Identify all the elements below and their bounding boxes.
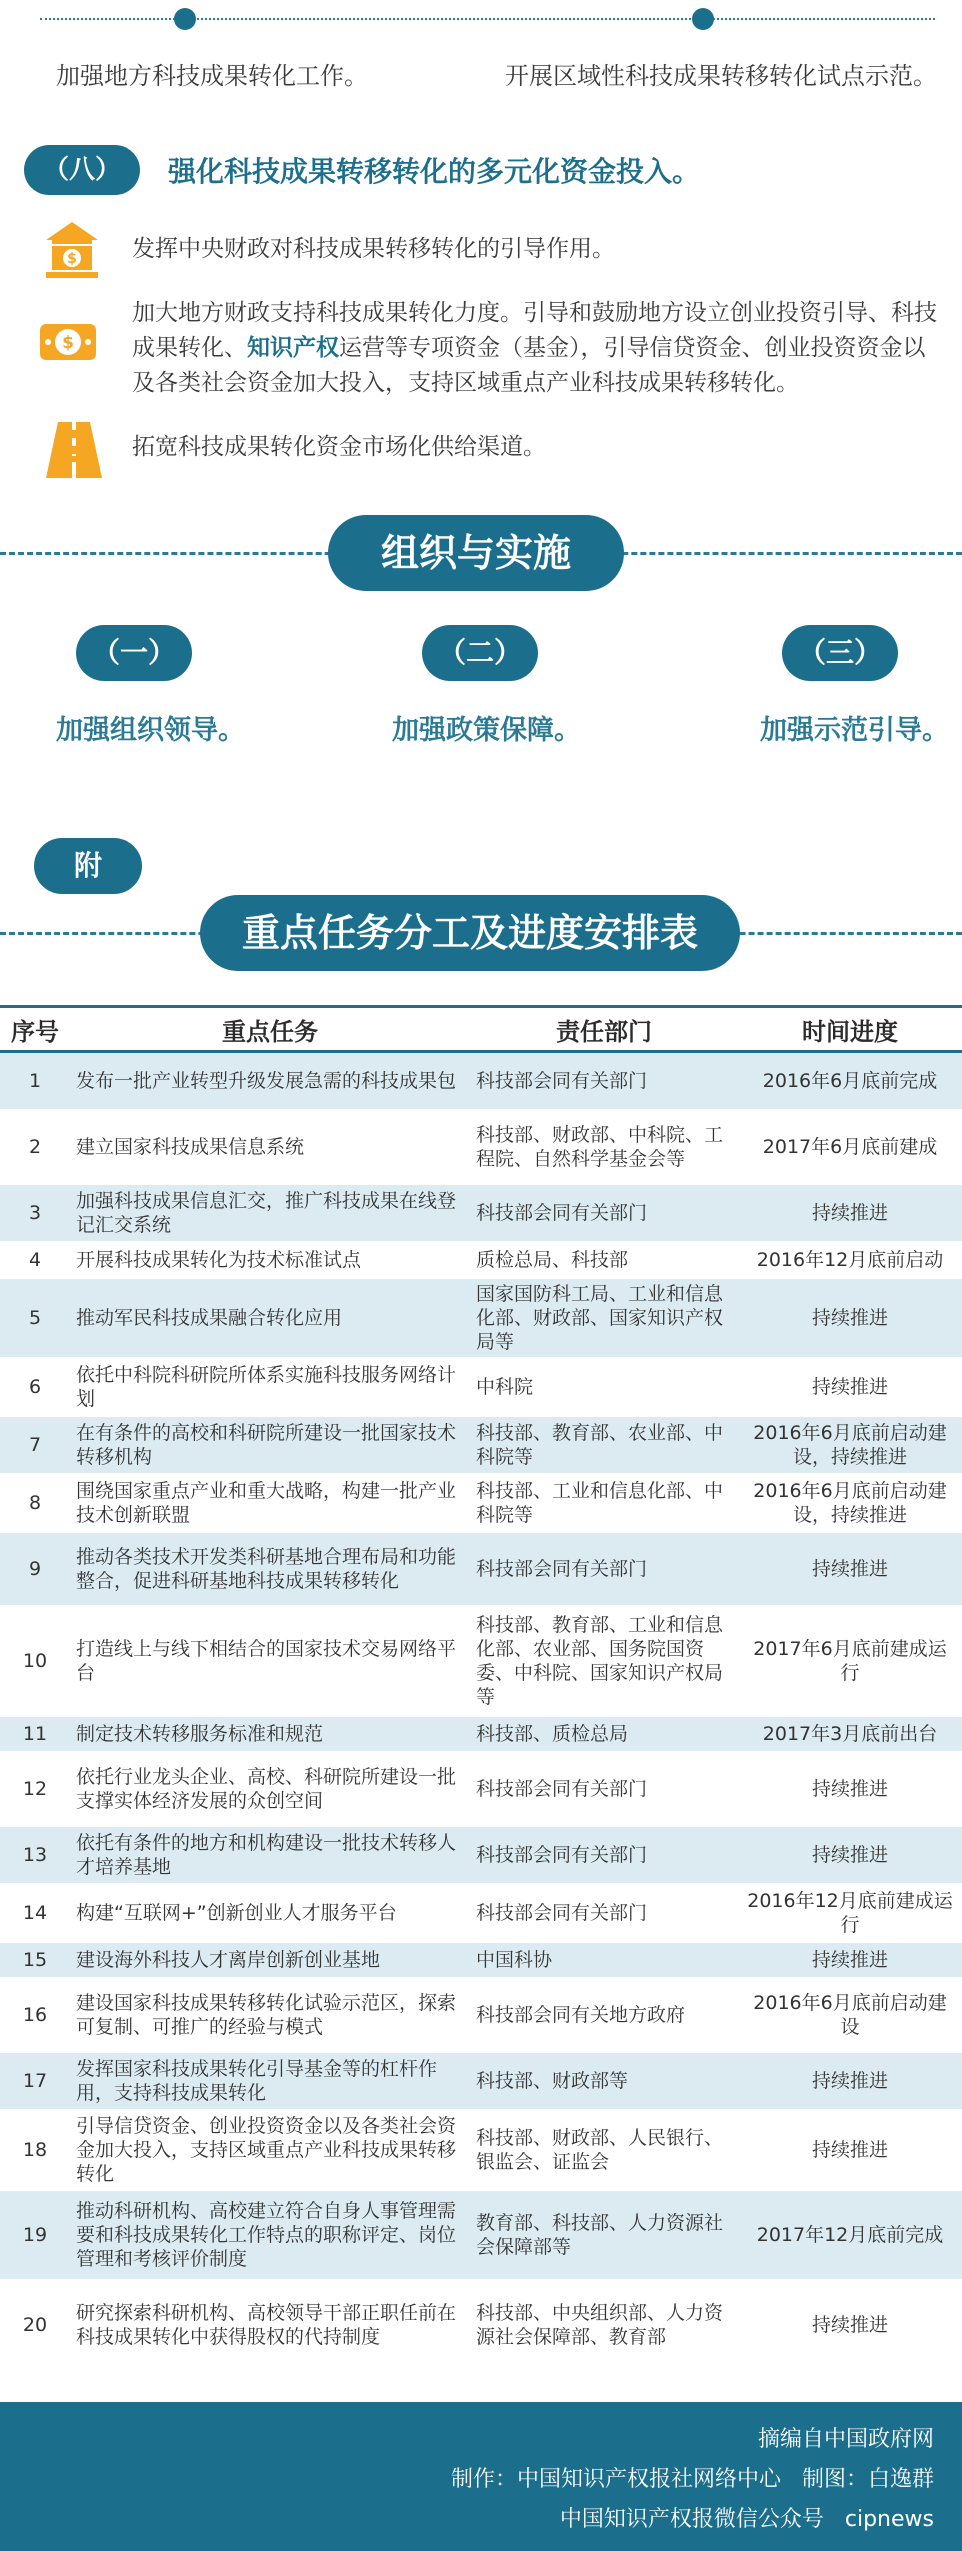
row-task: 推动各类技术开发类科研基地合理布局和功能整合，促进科研基地科技成果转移转化 [70,1532,470,1606]
row-task: 发挥国家科技成果转化引导基金等的杠杆作用，支持科技成果转化 [70,2052,470,2110]
row-number: 15 [0,1942,70,1978]
row-number: 11 [0,1716,70,1752]
row-time: 2017年6月底前建成 [738,1110,962,1184]
row-dept: 科技部会同有关部门 [470,1752,738,1826]
highlight-text: 知识产权 [247,335,339,361]
table-row [0,1242,962,1278]
svg-text:$: $ [67,251,77,267]
footer-credits: 制作：中国知识产权报社网络中心 制图：白逸群 [451,2467,934,2492]
row-number: 2 [0,1110,70,1184]
table-row [0,1532,962,1606]
item-text: 拓宽科技成果转化资金市场化供给渠道。 [132,434,546,460]
row-number: 18 [0,2110,70,2190]
row-number: 1 [0,1052,70,1110]
row-dept: 科技部会同有关部门 [470,1826,738,1884]
row-number: 14 [0,1884,70,1942]
row-dept: 科技部、教育部、工业和信息化部、农业部、国务院国资委、中科院、国家知识产权局等 [470,1606,738,1716]
row-number: 10 [0,1606,70,1716]
row-number: 5 [0,1278,70,1358]
table-row [0,1110,962,1184]
table-row [0,1942,962,1978]
header-time: 时间进度 [738,1007,962,1052]
item-text: 发挥中央财政对科技成果转移转化的引导作用。 [132,236,615,262]
table-row [0,1416,962,1474]
row-time: 持续推进 [738,2280,962,2370]
row-task: 推动军民科技成果融合转化应用 [70,1278,470,1358]
row-task: 推动科研机构、高校建立符合自身人事管理需要和科技成果转化工作特点的职称评定、岗位管理和考核评价制度 [70,2190,470,2280]
svg-text:$: $ [62,333,74,353]
row-dept: 科技部、工业和信息化部、中科院等 [470,1474,738,1532]
table-row [0,2190,962,2280]
row-time: 持续推进 [738,1826,962,1884]
header-dept: 责任部门 [470,1007,738,1052]
row-dept: 科技部会同有关部门 [470,1532,738,1606]
timeline-dot [692,8,714,30]
row-time: 2016年12月底前建成运行 [738,1884,962,1942]
org-item-text: 加强示范引导。 [760,715,949,746]
table-row [0,1826,962,1884]
row-task: 发布一批产业转型升级发展急需的科技成果包 [70,1052,470,1110]
table-row [0,1716,962,1752]
row-time: 2017年6月底前建成运行 [738,1606,962,1716]
row-number: 3 [0,1184,70,1242]
row-time: 持续推进 [738,1184,962,1242]
row-task: 依托有条件的地方和机构建设一批技术转移人才培养基地 [70,1826,470,1884]
bank-icon [40,218,104,282]
row-number: 12 [0,1752,70,1826]
footer-wechat: 中国知识产权报微信公众号 cipnews [559,2507,934,2532]
row-task: 建设国家科技成果转移转化试验示范区，探索可复制、可推广的经验与模式 [70,1978,470,2052]
row-dept: 科技部会同有关部门 [470,1052,738,1110]
row-task: 建设海外科技人才离岸创新创业基地 [70,1942,470,1978]
row-time: 持续推进 [738,2110,962,2190]
org-number-badge: （一） [76,625,192,681]
row-time: 2016年12月底前启动 [738,1242,962,1278]
row-dept: 科技部、财政部、中科院、工程院、自然科学基金会等 [470,1110,738,1184]
row-task: 围绕国家重点产业和重大战略，构建一批产业技术创新联盟 [70,1474,470,1532]
org-number-badge: （二） [422,625,538,681]
table-row [0,1052,962,1110]
table-row [0,2280,962,2370]
row-number: 16 [0,1978,70,2052]
row-number: 7 [0,1416,70,1474]
table-row [0,1184,962,1242]
row-dept: 科技部会同有关部门 [470,1884,738,1942]
row-number: 13 [0,1826,70,1884]
row-dept: 科技部、教育部、农业部、中科院等 [470,1416,738,1474]
row-time: 持续推进 [738,1752,962,1826]
money-icon [36,310,100,374]
top-left-text: 加强地方科技成果转化工作。 [56,62,368,90]
table-row [0,1606,962,1716]
section-number-badge: （八） [24,145,140,195]
row-dept: 科技部会同有关地方政府 [470,1978,738,2052]
row-time: 2016年6月底前完成 [738,1052,962,1110]
row-number: 20 [0,2280,70,2370]
row-task: 引导信贷资金、创业投资资金以及各类社会资金加大投入，支持区域重点产业科技成果转移转化 [70,2110,470,2190]
row-number: 19 [0,2190,70,2280]
row-time: 2016年6月底前启动建设 [738,1978,962,2052]
header-no: 序号 [0,1007,70,1052]
row-dept: 中国科协 [470,1942,738,1978]
row-task: 构建“互联网+”创新创业人才服务平台 [70,1884,470,1942]
row-number: 6 [0,1358,70,1416]
table-header-row [0,1007,962,1052]
row-task: 制定技术转移服务标准和规范 [70,1716,470,1752]
row-task: 依托中科院科研院所体系实施科技服务网络计划 [70,1358,470,1416]
table-row [0,1978,962,2052]
row-time: 持续推进 [738,1278,962,1358]
row-time: 持续推进 [738,1358,962,1416]
row-time: 持续推进 [738,2052,962,2110]
row-task: 在有条件的高校和科研院所建设一批国家技术转移机构 [70,1416,470,1474]
row-time: 2016年6月底前启动建设，持续推进 [738,1474,962,1532]
row-task: 依托行业龙头企业、高校、科研院所建设一批支撑实体经济发展的众创空间 [70,1752,470,1826]
item-text-funding: 加大地方财政支持科技成果转化力度。引导和鼓励地方设立创业投资引导、科技成果转化、知识产权运营等专项资金（基金），引导信贷资金、创业投资资金以及各类社会资金加大投入，支持区域重点产业科技成果转移转化。 [132,300,937,396]
section-title: 强化科技成果转移转化的多元化资金投入。 [168,155,701,188]
road-icon [42,418,106,482]
row-time: 2017年3月底前出台 [738,1716,962,1752]
row-number: 4 [0,1242,70,1278]
row-task: 研究探索科研机构、高校领导干部正职任前在科技成果转化中获得股权的代持制度 [70,2280,470,2370]
timeline-dot [174,8,196,30]
row-task: 加强科技成果信息汇交，推广科技成果在线登记汇交系统 [70,1184,470,1242]
row-dept: 中科院 [470,1358,738,1416]
row-dept: 科技部、财政部、人民银行、银监会、证监会 [470,2110,738,2190]
row-time: 2016年6月底前启动建设，持续推进 [738,1416,962,1474]
table-row [0,1884,962,1942]
row-number: 9 [0,1532,70,1606]
org-item-text: 加强组织领导。 [56,715,245,746]
table-row [0,1358,962,1416]
row-task: 建立国家科技成果信息系统 [70,1110,470,1184]
row-number: 17 [0,2052,70,2110]
table-row [0,1474,962,1532]
org-item-text: 加强政策保障。 [392,715,581,746]
row-dept: 科技部会同有关部门 [470,1184,738,1242]
row-dept: 国家国防科工局、工业和信息化部、财政部、国家知识产权局等 [470,1278,738,1358]
row-time: 2017年12月底前完成 [738,2190,962,2280]
row-dept: 科技部、质检总局 [470,1716,738,1752]
row-dept: 科技部、财政部等 [470,2052,738,2110]
org-number-badge: （三） [782,625,898,681]
footer-source: 摘编自中国政府网 [757,2427,934,2452]
table-row [0,2052,962,2110]
org-section-title: 组织与实施 [328,515,624,591]
row-number: 8 [0,1474,70,1532]
footer [0,2402,962,2551]
row-dept: 质检总局、科技部 [470,1242,738,1278]
table-row [0,2110,962,2190]
row-dept: 科技部、中央组织部、人力资源社会保障部、教育部 [470,2280,738,2370]
appendix-badge: 附 [34,838,142,894]
table-row [0,1752,962,1826]
row-task: 开展科技成果转化为技术标准试点 [70,1242,470,1278]
row-task: 打造线上与线下相结合的国家技术交易网络平台 [70,1606,470,1716]
row-time: 持续推进 [738,1532,962,1606]
top-right-text: 开展区域性科技成果转移转化试点示范。 [505,62,937,90]
table-title: 重点任务分工及进度安排表 [200,895,740,971]
row-time: 持续推进 [738,1942,962,1978]
row-dept: 教育部、科技部、人力资源社会保障部等 [470,2190,738,2280]
header-task: 重点任务 [70,1007,470,1052]
table-row [0,1278,962,1358]
task-table [0,1005,962,2371]
